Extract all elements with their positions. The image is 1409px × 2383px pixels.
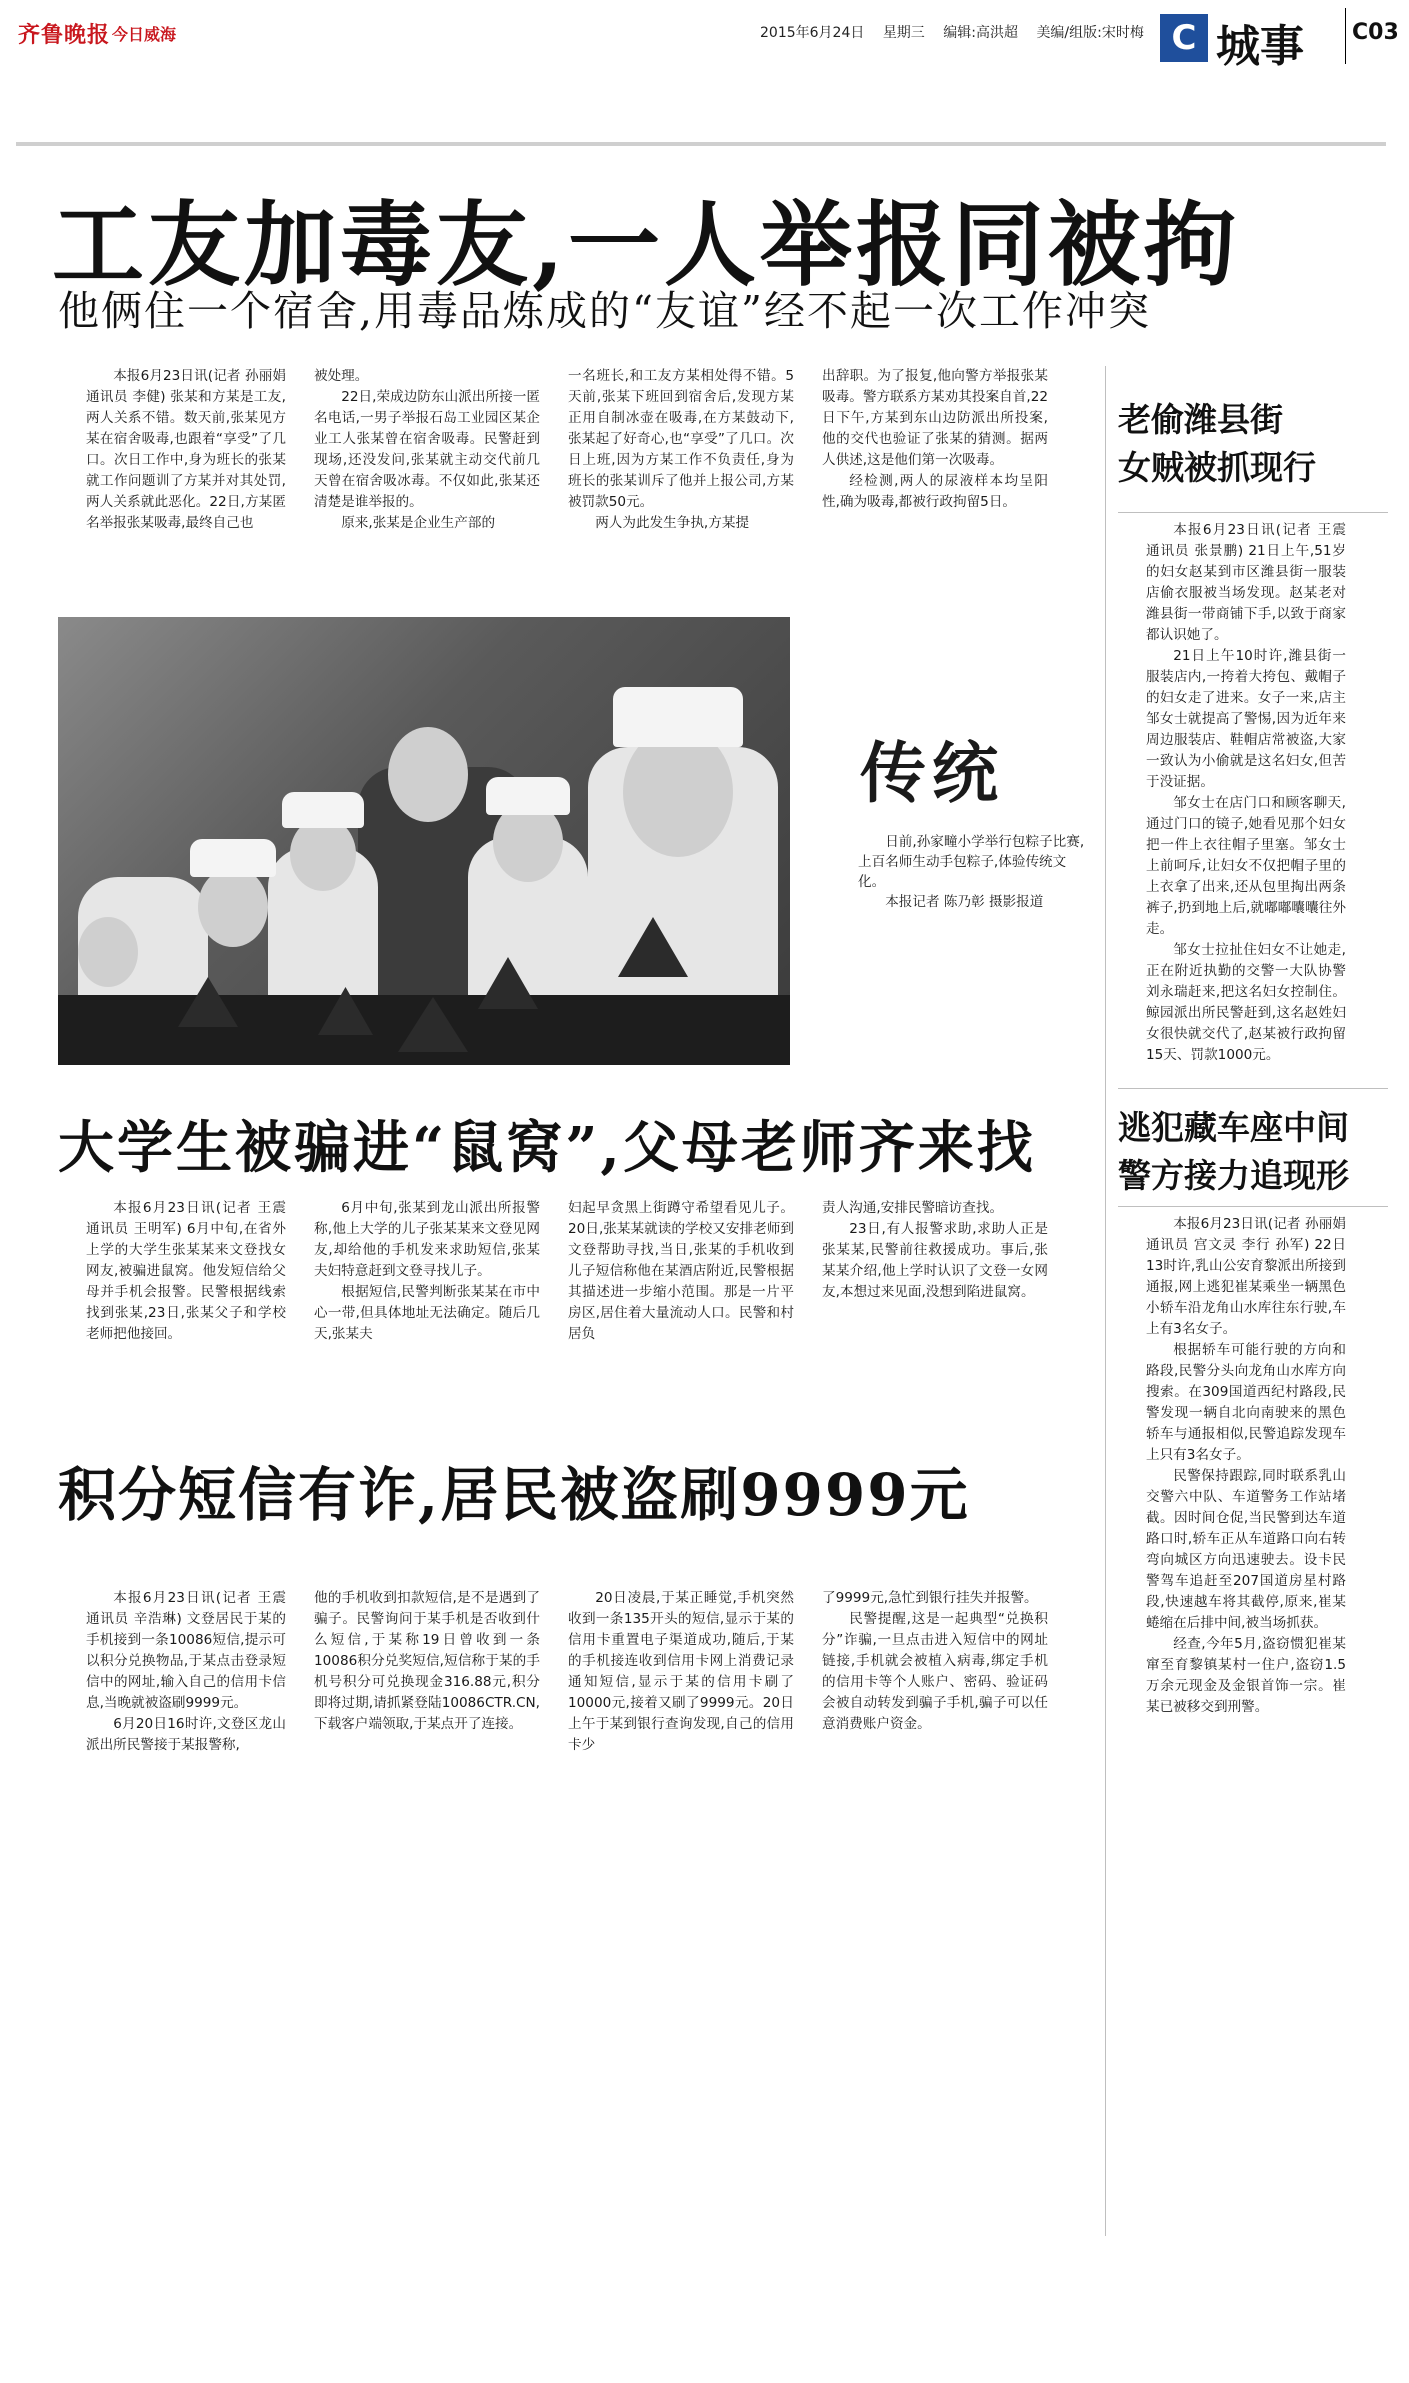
side1-body: [1146, 520, 1346, 1066]
newspaper-logo: 齐鲁晚报: [18, 22, 111, 48]
story2-paragraph: 23日,有人报警求助,求助人正是张某某,民警前往救援成功。事后,张某某介绍,他上学时认识了文登一女网友,本想过来见面,没想到陷进鼠窝。: [822, 1221, 1048, 1300]
side2-top-rule: [1118, 1088, 1388, 1089]
lead-paragraph: 原来,张某是企业生产部的: [341, 515, 496, 531]
side2-paragraph: 民警保持跟踪,同时联系乳山交警六中队、车道警务工作站堵截。因时间仓促,当民警到达车道路口时,轿车正从车道路口向右转弯向城区方向迅速驶去。设卡民警驾车追赶至207国道房星村路段,快速越车将其截停,原来,崔某蜷缩在后排中间,被当场抓获。: [1146, 1468, 1346, 1631]
side2-body: [1146, 1214, 1346, 1718]
story2-column-3: [568, 1198, 794, 1345]
lead-headline: 工友加毒友,一人举报同被拘: [52, 191, 1241, 299]
issue-date: 2015年6月24日: [760, 25, 865, 41]
story2-headline: 大学生被骗进“鼠窝”,父母老师齐来找: [58, 1115, 1036, 1181]
side2-paragraph: 本报6月23日讯(记者 孙丽娟 通讯员 宫文灵 李行 孙军) 22日13时许,乳山公安育黎派出所接到通报,网上逃犯崔某乘坐一辆黑色小轿车沿龙角山水库往东行驶,车上有3名女子。: [1146, 1216, 1346, 1337]
lead-subheadline: 他俩住一个宿舍,用毒品炼成的“友谊”经不起一次工作冲突: [58, 287, 1151, 335]
news-photo: [58, 617, 790, 1065]
lead-paragraph: 一名班长,和工友方某相处得不错。5天前,张某下班回到宿舍后,发现方某正用自制冰壶在吸毒,在方某鼓动下,张某起了好奇心,也“享受”了几口。次日上班,因为方某工作不负责任,身为班长的张某训斥了他并上报公司,方某被罚款50元。: [568, 368, 794, 510]
story3-paragraph: 20日凌晨,于某正睡觉,手机突然收到一条135开头的短信,显示于某的信用卡重置电子渠道成功,随后,于某的手机接连收到信用卡网上消费记录通知短信,显示于某的信用卡刷了10000元,接着又刷了9999元。20日上午于某到银行查询发现,自己的信用卡少: [568, 1590, 794, 1753]
masthead-info: [760, 22, 1158, 42]
photo-caption: [858, 832, 1088, 912]
story2-paragraph: 根据短信,民警判断张某某在市中心一带,但具体地址无法确定。随后几天,张某夫: [314, 1284, 540, 1342]
issue-weekday: 星期三: [882, 25, 925, 41]
lead-paragraph: 出辞职。为了报复,他向警方举报张某吸毒。警方联系方某劝其投案自首,22日下午,方某到东山边防派出所投案,他的交代也验证了张某的猜测。据两人供述,这是他们第一次吸毒。: [822, 368, 1048, 468]
side2-headline: [1118, 1104, 1349, 1200]
story3-paragraph: 民警提醒,这是一起典型“兑换积分”诈骗,一旦点击进入短信中的网址链接,手机就会被植入病毒,绑定手机的信用卡等个人账户、密码、验证码会被自动转发到骗子手机,骗子可以任意消费账户资金。: [822, 1611, 1048, 1732]
side1-paragraph: 21日上午10时许,潍县街一服装店内,一挎着大挎包、戴帽子的妇女走了进来。女子一来,店主邹女士就提高了警惕,因为近年来周边服装店、鞋帽店常被盗,大家一致认为小偷就是这名妇女,但苦于没证据。: [1146, 648, 1346, 790]
side1-paragraph: 本报6月23日讯(记者 王震 通讯员 张景鹏) 21日上午,51岁的妇女赵某到市区潍县街一服装店偷衣服被当场发现。赵某老对潍县街一带商铺下手,以致于商家都认识她了。: [1146, 522, 1346, 643]
lead-paragraph: 22日,荣成边防东山派出所接一匿名电话,一男子举报石岛工业园区某企业工人张某曾在宿舍吸毒。民警赶到现场,还没发问,张某就主动交代前几天曾在宿舍吸冰毒。不仅如此,张某还清楚是谁举报的。: [314, 389, 540, 510]
side2-rule: [1118, 1206, 1388, 1207]
lead-column-1: [86, 366, 286, 534]
lead-column-2: [314, 366, 540, 534]
story3-column-3: [568, 1588, 794, 1756]
story3-column-4: [822, 1588, 1048, 1735]
story3-headline: 积分短信有诈,居民被盗刷9999元: [58, 1461, 970, 1529]
masthead-divider: [1345, 8, 1346, 64]
story2-paragraph: 责人沟通,安排民警暗访查找。: [822, 1200, 1004, 1216]
story3-column-2: [314, 1588, 540, 1735]
lead-paragraph: 两人为此发生争执,方某提: [595, 515, 750, 531]
photo-caption-text: 日前,孙家疃小学举行包粽子比赛,上百名师生动手包粽子,体验传统文化。: [858, 834, 1085, 890]
designer-credit: 美编/组版:宋时梅: [1036, 25, 1144, 41]
lead-column-4: [822, 366, 1048, 513]
lead-paragraph: 本报6月23日讯(记者 孙丽娟 通讯员 李健) 张某和方某是工友,两人关系不错。数天前,张某见方某在宿舍吸毒,也跟着“享受”了几口。次日工作中,身为班长的张某就工作问题训了方某并对其处罚,两人关系就此恶化。22日,方某匿名举报张某吸毒,最终自己也: [86, 368, 286, 531]
side1-paragraph: 邹女士在店门口和顾客聊天,通过门口的镜子,她看见那个妇女把一件上衣往帽子里塞。邹女士上前呵斥,让妇女不仅把帽子里的上衣拿了出来,还从包里掏出两条裤子,扔到地上后,就嘟嘟囔囔往外走。: [1146, 795, 1346, 937]
editor-credit: 编辑:高洪超: [943, 25, 1018, 41]
lead-paragraph: 经检测,两人的尿液样本均呈阳性,确为吸毒,都被行政拘留5日。: [822, 473, 1048, 510]
story2-paragraph: 本报6月23日讯(记者 王震 通讯员 王明军) 6月中旬,在省外上学的大学生张某某来文登找女网友,被骗进鼠窝。他发短信给父母并手机会报警。民警根据线索找到张某,23日,张某父子和学校老师把他接回。: [86, 1200, 286, 1342]
side1-headline-line: 老偷潍县街: [1118, 400, 1283, 439]
story3-paragraph: 了9999元,急忙到银行挂失并报警。: [822, 1590, 1038, 1606]
section-name: 今日威海: [112, 25, 177, 44]
lead-column-3: [568, 366, 794, 534]
story2-column-2: [314, 1198, 540, 1345]
side2-headline-line: 逃犯藏车座中间: [1118, 1108, 1349, 1147]
story3-paragraph: 6月20日16时许,文登区龙山派出所民警接于某报警称,: [86, 1716, 286, 1753]
story3-paragraph: 他的手机收到扣款短信,是不是遇到了骗子。民警询问于某手机是否收到什么短信,于某称19日曾收到一条10086积分兑奖短信,短信称于某的手机号积分可兑换现金316.88元,积分即将过期,请抓紧登陆10086CTR.CN,下载客户端领取,于某点开了连接。: [314, 1590, 540, 1732]
header-rule: [16, 142, 1386, 146]
photo-credit: 本报记者 陈乃彰 摄影报道: [885, 894, 1044, 910]
side1-paragraph: 邹女士拉扯住妇女不让她走,正在附近执勤的交警一大队协警刘永瑞赶来,把这名妇女控制住。鲸园派出所民警赶到,这名赵姓妇女很快就交代了,赵某被行政拘留15天、罚款1000元。: [1146, 942, 1346, 1063]
column-badge: C: [1160, 14, 1208, 62]
story2-column-1: [86, 1198, 286, 1345]
story3-paragraph: 本报6月23日讯(记者 王震 通讯员 辛浩琳) 文登居民于某的手机接到一条10086短信,提示可以积分兑换物品,于某点击登录短信中的网址,输入自己的信用卡信息,当晚就被盗刷9999元。: [86, 1590, 286, 1711]
side1-rule: [1118, 512, 1388, 513]
story2-paragraph: 6月中旬,张某到龙山派出所报警称,他上大学的儿子张某某来文登见网友,却给他的手机发来求助短信,张某夫妇特意赶到文登寻找儿子。: [314, 1200, 540, 1279]
page-number: C03: [1352, 20, 1399, 45]
story2-paragraph: 妇起早贪黑上街蹲守希望看见儿子。20日,张某某就读的学校又安排老师到文登帮助寻找,当日,张某的手机收到儿子短信称他在某酒店附近,民警根据其描述进一步缩小范围。那是一片平房区,居住着大量流动人口。民警和村居负: [568, 1200, 794, 1342]
sidebar-divider: [1105, 366, 1106, 2236]
lead-paragraph: 被处理。: [314, 368, 369, 384]
side1-headline-line: 女贼被抓现行: [1118, 448, 1316, 487]
side2-headline-line: 警方接力追现形: [1118, 1156, 1349, 1195]
story3-column-1: [86, 1588, 286, 1756]
photo-title: 传统: [860, 734, 1004, 812]
side2-paragraph: 经查,今年5月,盗窃惯犯崔某窜至育黎镇某村一住户,盗窃1.5万余元现金及金银首饰一宗。崔某已被移交到刑警。: [1146, 1636, 1346, 1715]
story2-column-4: [822, 1198, 1048, 1303]
column-name: 城事: [1216, 21, 1304, 72]
side1-headline: [1118, 396, 1316, 492]
side2-paragraph: 根据轿车可能行驶的方向和路段,民警分头向龙角山水库方向搜索。在309国道西纪村路段,民警发现一辆自北向南驶来的黑色轿车与通报相似,民警追踪发现车上只有3名女子。: [1146, 1342, 1346, 1463]
